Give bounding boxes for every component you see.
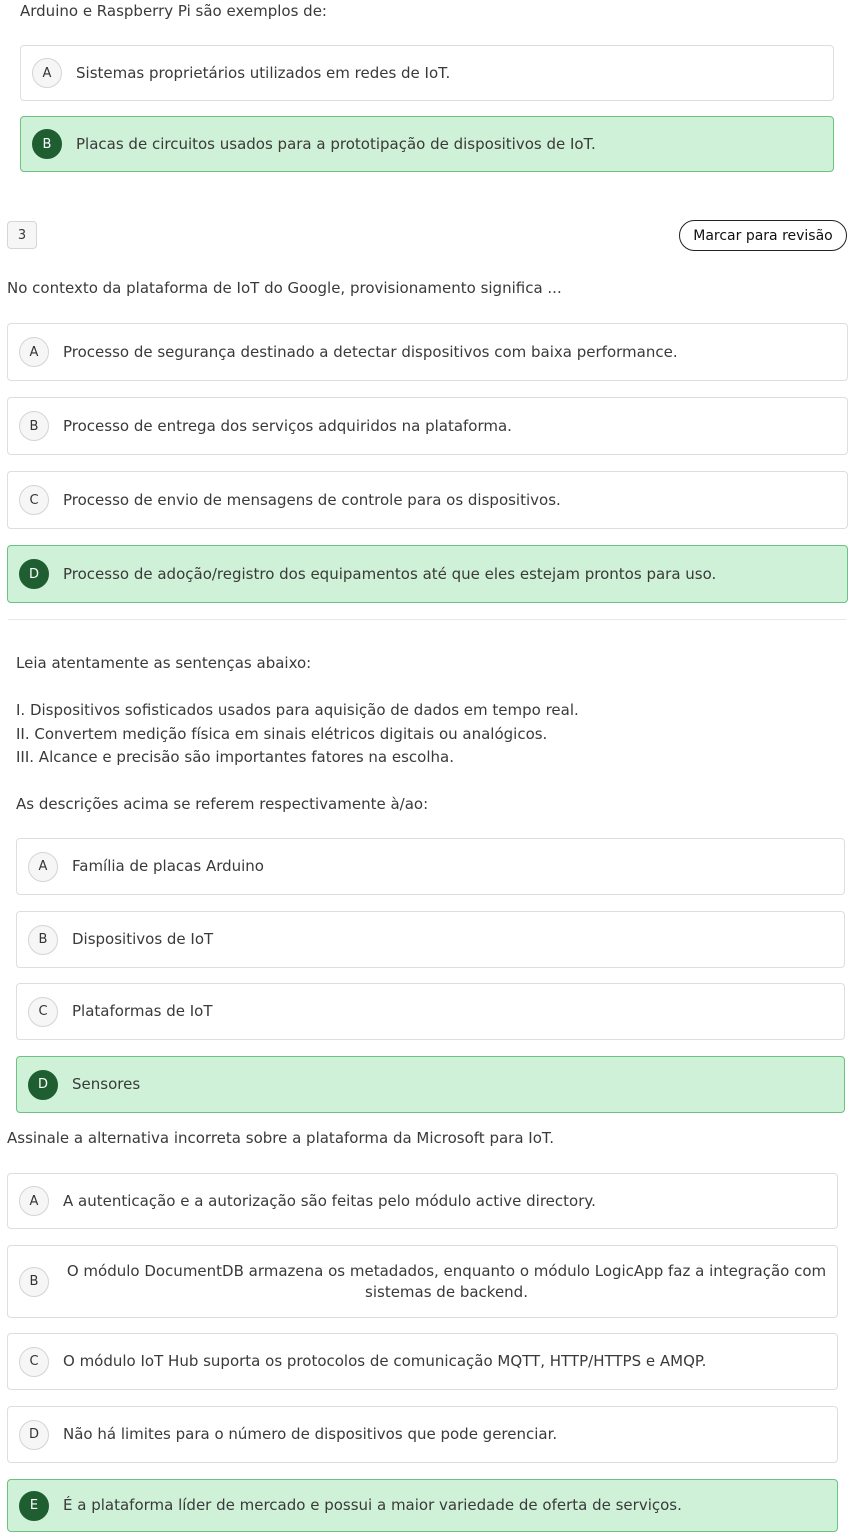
section-divider <box>8 619 846 620</box>
option-label: O módulo IoT Hub suporta os protocolos de comunicação MQTT, HTTP/HTTPS e AMQP. <box>63 1352 707 1370</box>
option-letter-badge: B <box>19 1267 49 1297</box>
q5-option-c[interactable] <box>7 1333 838 1390</box>
q3-option-a[interactable] <box>7 323 848 381</box>
statement-2: II. Convertem medição física em sinais elétricos digitais ou analógicos. <box>16 725 548 743</box>
option-label: Dispositivos de IoT <box>72 930 214 948</box>
q3-option-c[interactable] <box>7 471 848 529</box>
option-letter-badge: A <box>19 337 49 367</box>
option-letter-badge: D <box>19 1420 49 1450</box>
q5-option-a[interactable] <box>7 1173 838 1229</box>
option-label: A autenticação e a autorização são feitas pelo módulo active directory. <box>63 1191 596 1210</box>
option-letter-badge: B <box>28 925 58 955</box>
option-label: Processo de segurança destinado a detectar dispositivos com baixa performance. <box>63 342 678 361</box>
option-label <box>66 1261 827 1303</box>
option-letter-badge: A <box>32 58 62 88</box>
q4-option-b[interactable] <box>16 911 845 968</box>
question-number-badge: 3 <box>7 221 37 249</box>
option-letter-badge: E <box>19 1491 49 1521</box>
option-letter-badge: C <box>28 997 58 1027</box>
option-label: Não há limites para o número de dispositivos que pode gerenciar. <box>63 1425 558 1443</box>
q2-option-a[interactable] <box>20 45 834 101</box>
statement-3: III. Alcance e precisão são importantes fatores na escolha. <box>16 748 454 766</box>
option-label: Sistemas proprietários utilizados em redes de IoT. <box>76 63 451 82</box>
question-4-text: As descrições acima se referem respectivamente à/ao: <box>16 795 429 813</box>
question-3-text: No contexto da plataforma de IoT do Google, provisionamento significa ... <box>7 279 562 297</box>
q4-option-d[interactable] <box>16 1056 845 1113</box>
q2-option-b[interactable] <box>20 116 834 172</box>
option-letter-badge: C <box>19 1347 49 1377</box>
option-label: Placas de circuitos usados para a prototipação de dispositivos de IoT. <box>76 134 596 153</box>
q5-option-b[interactable] <box>7 1245 838 1318</box>
q4-option-c[interactable] <box>16 983 845 1040</box>
option-label: Processo de envio de mensagens de controle para os dispositivos. <box>63 490 561 509</box>
q5-option-d[interactable] <box>7 1406 838 1463</box>
option-letter-badge: C <box>19 485 49 515</box>
question-2-text: Arduino e Raspberry Pi são exemplos de: <box>20 2 327 20</box>
mark-for-review-button[interactable]: Marcar para revisão <box>679 220 847 251</box>
option-letter-badge: A <box>28 852 58 882</box>
option-label: Família de placas Arduino <box>72 857 264 875</box>
option-label: Sensores <box>72 1075 141 1093</box>
option-label: É a plataforma líder de mercado e possui a maior variedade de oferta de serviços. <box>63 1496 682 1514</box>
option-label-line-1: O módulo DocumentDB armazena os metadados, enquanto o módulo LogicApp faz a integração com <box>66 1261 827 1280</box>
option-letter-badge: D <box>28 1070 58 1100</box>
question-4-intro: Leia atentamente as sentenças abaixo: <box>16 654 312 672</box>
option-letter-badge: A <box>19 1186 49 1216</box>
option-letter-badge: D <box>19 559 49 589</box>
option-label: Processo de adoção/registro dos equipamentos até que eles estejam prontos para uso. <box>63 564 717 583</box>
statement-1: I. Dispositivos sofisticados usados para aquisição de dados em tempo real. <box>16 701 579 719</box>
q5-option-e[interactable] <box>7 1479 838 1532</box>
option-label-line-2: sistemas de backend. <box>365 1282 528 1301</box>
option-letter-badge: B <box>19 411 49 441</box>
q3-option-d[interactable] <box>7 545 848 603</box>
q4-option-a[interactable] <box>16 838 845 895</box>
question-5-text: Assinale a alternativa incorreta sobre a plataforma da Microsoft para IoT. <box>7 1129 555 1147</box>
option-letter-badge: B <box>32 129 62 159</box>
q3-option-b[interactable] <box>7 397 848 455</box>
option-label: Processo de entrega dos serviços adquiridos na plataforma. <box>63 416 512 435</box>
option-label: Plataformas de IoT <box>72 1002 213 1020</box>
